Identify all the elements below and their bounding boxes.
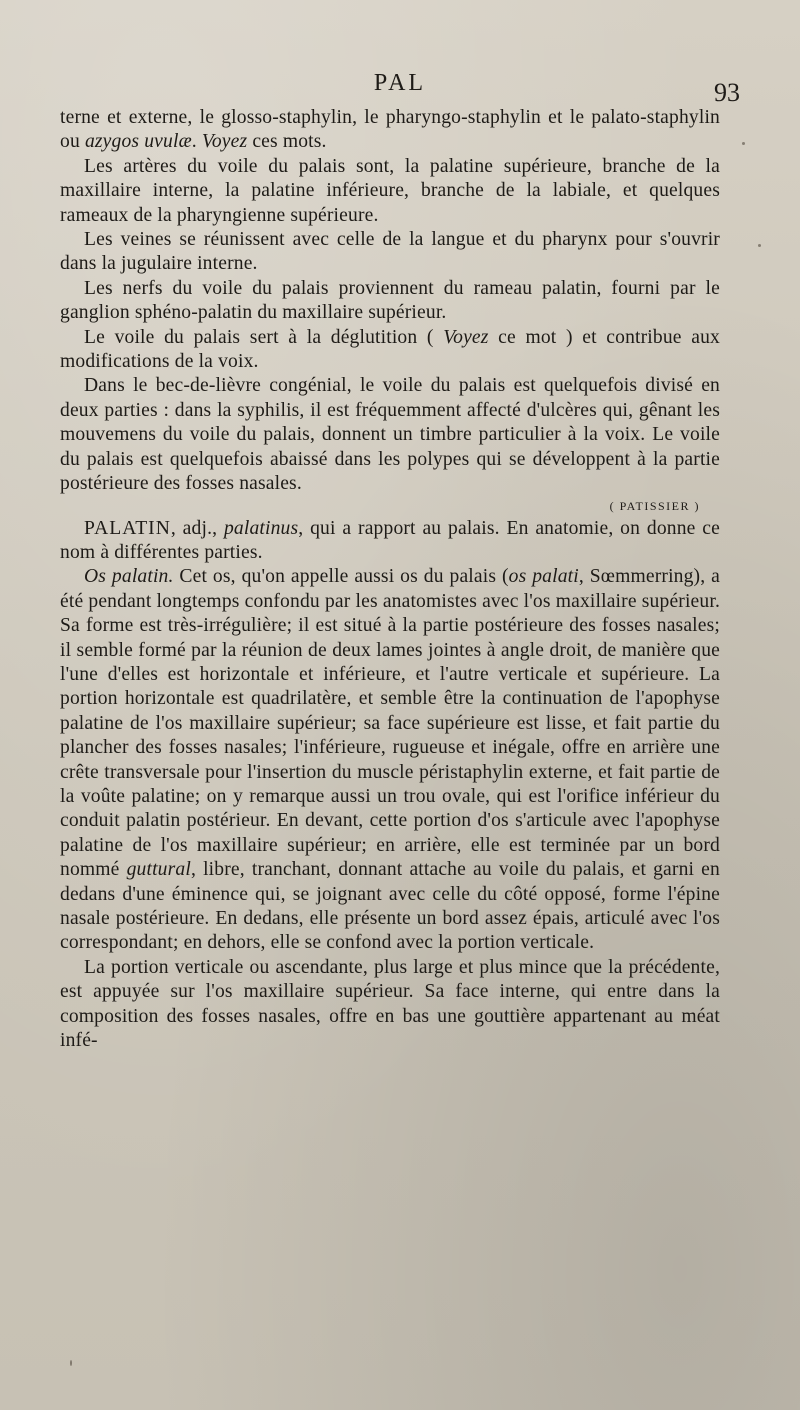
- text-run: Les artères du voile du palais sont, la palatine supérieure, branche de la maxillaire interne, la palatine inférieure, branche de la labiale, et quelques rameaux de la pharyngienne supérieure.: [60, 155, 720, 226]
- paragraph: [60, 565, 720, 956]
- running-head: PAL: [373, 70, 427, 96]
- text-run: , libre, tranchant, donnant attache au voile du palais, et garni en dedans d'une éminence qui, se joignant avec celle du côté opposé, forme l'épine nasale postérieure. En dedans, elle présente un bord assez épais, articulé avec l'os correspondant; en dehors, elle se confond avec la portion verticale.: [60, 859, 720, 954]
- text-run: terne et externe, le glosso-staphylin, le pharyngo-staphylin et le palato-staphylin ou: [60, 107, 720, 153]
- body-text: [60, 106, 720, 1053]
- italic-text: os palati: [508, 566, 579, 588]
- text-run: .: [191, 131, 202, 153]
- text-run: Cet os, qu'on appelle aussi os du palais (: [173, 566, 509, 588]
- text-run: Le voile du palais sert à la déglutition (: [84, 326, 444, 348]
- text-run: , adj.,: [170, 517, 224, 539]
- text-run: ces mots.: [247, 131, 327, 153]
- text-run: Les veines se réunissent avec celle de la langue et du pharynx pour s'ouvrir dans la jugulaire interne.: [60, 229, 720, 275]
- text-run: ( PATISSIER ): [609, 498, 700, 513]
- page-header: [60, 70, 740, 106]
- text-run: ce mot ) et contribue aux modifications de la voix.: [60, 326, 720, 373]
- author-signature: [60, 495, 720, 517]
- text-run: , Sœmmerring), a été pendant longtemps confondu par les anatomistes avec l'os maxillaire supérieur. Sa forme est très-irrégulière; il est situé à la partie postérieure des fosses nasales; il semble formé par la réunion de deux lames jointes à angle droit, de manière que l'une d'elles est horizontale et inférieure, et l'autre verticale et supérieure. La portion horizontale est quadrilatère, et semble être la continuation de l'apophyse palatine de l'os maxillaire supérieur; sa face supérieure est lisse, et fait partie du plancher des fosses nasales; l'inférieure, rugueuse et inégale, offre en arrière une crête transversale pour l'insertion du muscle péristaphylin externe, et fait partie de la voûte palatine; on y remarque aussi un trou ovale, qui est l'orifice inférieur du conduit palatin postérieur. En devant, cette portion d'os s'articule avec l'apophyse palatine de l'os maxillaire supérieur; en arrière, elle est terminée par un bord nommé: [60, 566, 720, 881]
- paragraph: [60, 228, 720, 277]
- paragraph: [60, 155, 720, 228]
- ink-speck: [742, 142, 745, 145]
- italic-text: palatinus: [223, 517, 299, 539]
- italic-text: azygos uvulæ: [84, 131, 192, 153]
- paragraph: [60, 374, 720, 496]
- paragraph: [60, 277, 720, 326]
- paragraph: [60, 106, 720, 155]
- text-run: La portion verticale ou ascendante, plus large et plus mince que la précédente, est appuyée sur l'os maxillaire supérieur. Sa face interne, qui entre dans la composition des fosses nasales, offre en bas une gouttière appartenant au méat infé-: [60, 956, 720, 1052]
- italic-text: Voyez: [201, 131, 248, 153]
- italic-text: Os palatin.: [84, 566, 174, 588]
- italic-text: Voyez: [443, 326, 489, 348]
- paragraph: [60, 517, 720, 566]
- paragraph: [60, 326, 720, 375]
- entry-headword: PALATIN: [84, 517, 171, 539]
- paragraph: [60, 956, 720, 1054]
- text-run: , qui a rapport au palais. En anatomie, on donne ce nom à différentes parties.: [60, 517, 720, 563]
- text-run: Les nerfs du voile du palais proviennent du rameau palatin, fourni par le ganglion sphéno-palatin du maxillaire supérieur.: [60, 277, 720, 324]
- page-number: 93: [714, 78, 740, 107]
- ink-speck: [758, 244, 761, 247]
- text-run: Dans le bec-de-lièvre congénial, le voile du palais est quelquefois divisé en deux parties : dans la syphilis, il est fréquemment affecté d'ulcères qui, gênant les mouvemens du voile du palais, donnent un timbre particulier à la voix. Le voile du palais est quelquefois abaissé dans les polypes qui se développent à la partie postérieure des fosses nasales.: [60, 375, 720, 495]
- ink-speck: [70, 1360, 72, 1366]
- italic-text: guttural: [126, 859, 191, 881]
